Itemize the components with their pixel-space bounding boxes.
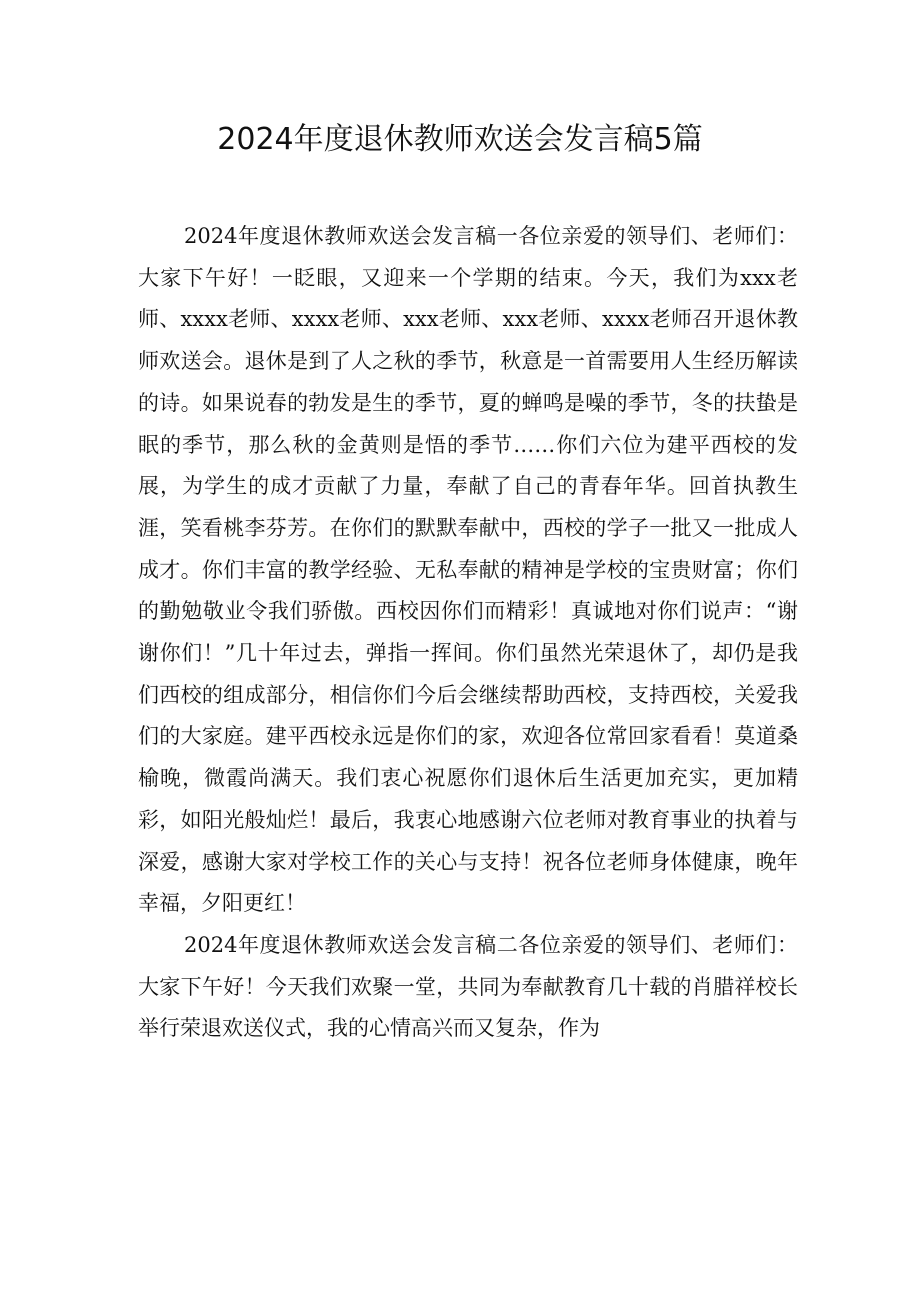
document-title: 2024年度退休教师欢送会发言稿5篇	[217, 122, 703, 157]
paragraph-speech-2: 2024年度退休教师欢送会发言稿二各位亲爱的领导们、老师们：大家下午好！今天我们欢聚一堂，共同为奉献教育几十载的肖腊祥校长举行荣退欢送仪式，我的心情高兴而又复杂，作为	[138, 932, 798, 1041]
document-body	[138, 216, 798, 1050]
paragraph-speech-1: 2024年度退休教师欢送会发言稿一各位亲爱的领导们、老师们：大家下午好！一眨眼，又迎来一个学期的结束。今天，我们为xxx老师、xxxx老师、xxxx老师、xxx老师、xxx老师、xxxx老师召开退休教师欢送会。退休是到了人之秋的季节，秋意是一首需要用人生经历解读的诗。如果说春的勃发是生的季节，夏的蝉鸣是噪的季节，冬的扶蛰是眠的季节，那么秋的金黄则是悟的季节……你们六位为建平西校的发展，为学生的成才贡献了力量，奉献了自己的青春年华。回首执教生涯，笑看桃李芬芳。在你们的默默奉献中，西校的学子一批又一批成人成才。你们丰富的教学经验、无私奉献的精神是学校的宝贵财富；你们的勤勉敬业令我们骄傲。西校因你们而精彩！真诚地对你们说声：“谢谢你们！”几十年过去，弹指一挥间。你们虽然光荣退休了，却仍是我们西校的组成部分，相信你们今后会继续帮助西校，支持西校，关爱我们的大家庭。建平西校永远是你们的家，欢迎各位常回家看看！莫道桑榆晚，微霞尚满天。我们衷心祝愿你们退休后生活更加充实，更加精彩，如阳光般灿烂！最后，我衷心地感谢六位老师对教育事业的执着与深爱，感谢大家对学校工作的关心与支持！祝各位老师身体健康，晚年幸福，夕阳更红！	[138, 224, 798, 916]
